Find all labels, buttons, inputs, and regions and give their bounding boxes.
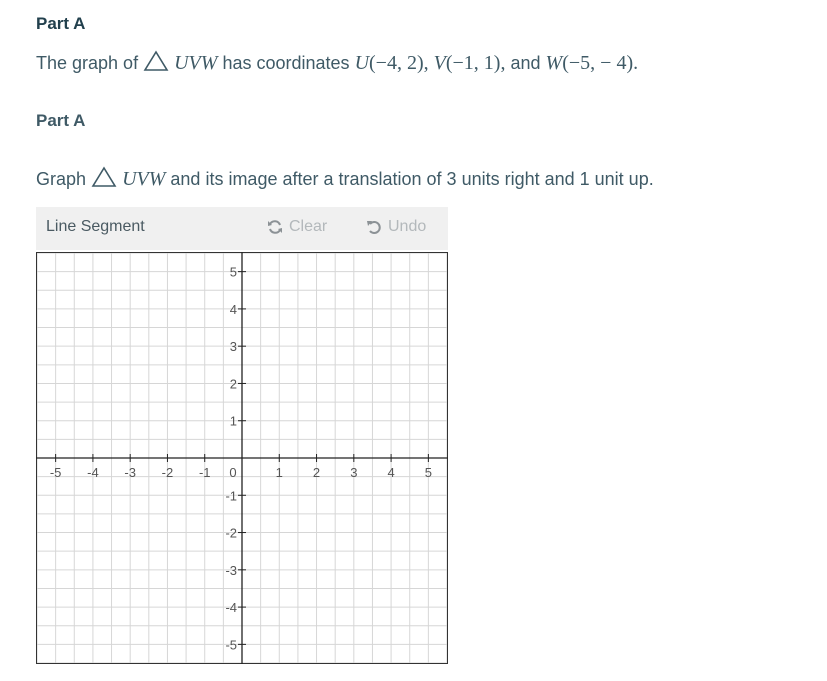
undo-button[interactable]	[366, 218, 426, 236]
x-tick-label: -1	[198, 465, 211, 480]
intro-lead: The graph of	[36, 53, 139, 73]
x-tick-label: 5	[424, 465, 432, 480]
task-triangle-name: UVW	[122, 168, 166, 190]
line-segment-tool[interactable]: Line Segment	[46, 218, 145, 235]
point-w-label: W	[545, 52, 563, 74]
y-tick-label: 1	[229, 413, 237, 429]
task-instruction	[36, 166, 654, 191]
and-text: and	[510, 53, 541, 73]
has-coordinates-text: has coordinates	[222, 53, 350, 73]
undo-icon	[366, 219, 382, 235]
point-u-coords: (−4, 2),	[369, 52, 429, 74]
triangle-name: UVW	[174, 52, 218, 74]
x-tick-label: -5	[49, 465, 62, 480]
point-w-coords: (−5, − 4).	[562, 52, 639, 74]
y-tick-label: 4	[229, 301, 237, 317]
triangle-symbol-icon	[91, 166, 117, 188]
y-tick-label: 5	[229, 264, 237, 280]
task-lead: Graph	[36, 169, 87, 189]
part-a-heading: Part A	[36, 14, 86, 33]
part-a-heading-2: Part A	[36, 111, 86, 130]
y-tick-label: 3	[229, 339, 237, 355]
y-tick-label: 2	[229, 376, 237, 392]
x-tick-label: -3	[124, 465, 136, 480]
task-rest: and its image after a translation of 3 units right and 1 unit up.	[170, 169, 654, 189]
x-tick-label: -4	[87, 465, 99, 480]
undo-label: Undo	[388, 218, 427, 235]
clear-button[interactable]	[267, 218, 327, 236]
x-tick-label: -2	[161, 465, 174, 480]
point-v-label: V	[433, 52, 446, 74]
y-tick-label: -2	[225, 525, 237, 541]
triangle-symbol-icon	[143, 50, 169, 72]
point-u-label: U	[354, 52, 370, 74]
x-tick-label: 2	[312, 465, 321, 480]
y-tick-label: -4	[225, 600, 237, 616]
coordinate-grid[interactable]	[36, 252, 448, 664]
problem-statement	[36, 50, 638, 75]
clear-label: Clear	[289, 218, 328, 235]
x-tick-label: 4	[387, 465, 395, 480]
graph-toolbar	[36, 207, 448, 250]
refresh-icon	[267, 219, 283, 235]
y-tick-label: -5	[225, 637, 237, 653]
x-tick-label: 1	[275, 465, 283, 480]
x-tick-label: 0	[229, 465, 237, 480]
y-tick-label: -3	[225, 562, 237, 578]
x-tick-label: 3	[350, 465, 358, 480]
point-v-coords: (−1, 1),	[445, 52, 506, 74]
y-tick-label: -1	[225, 488, 237, 504]
